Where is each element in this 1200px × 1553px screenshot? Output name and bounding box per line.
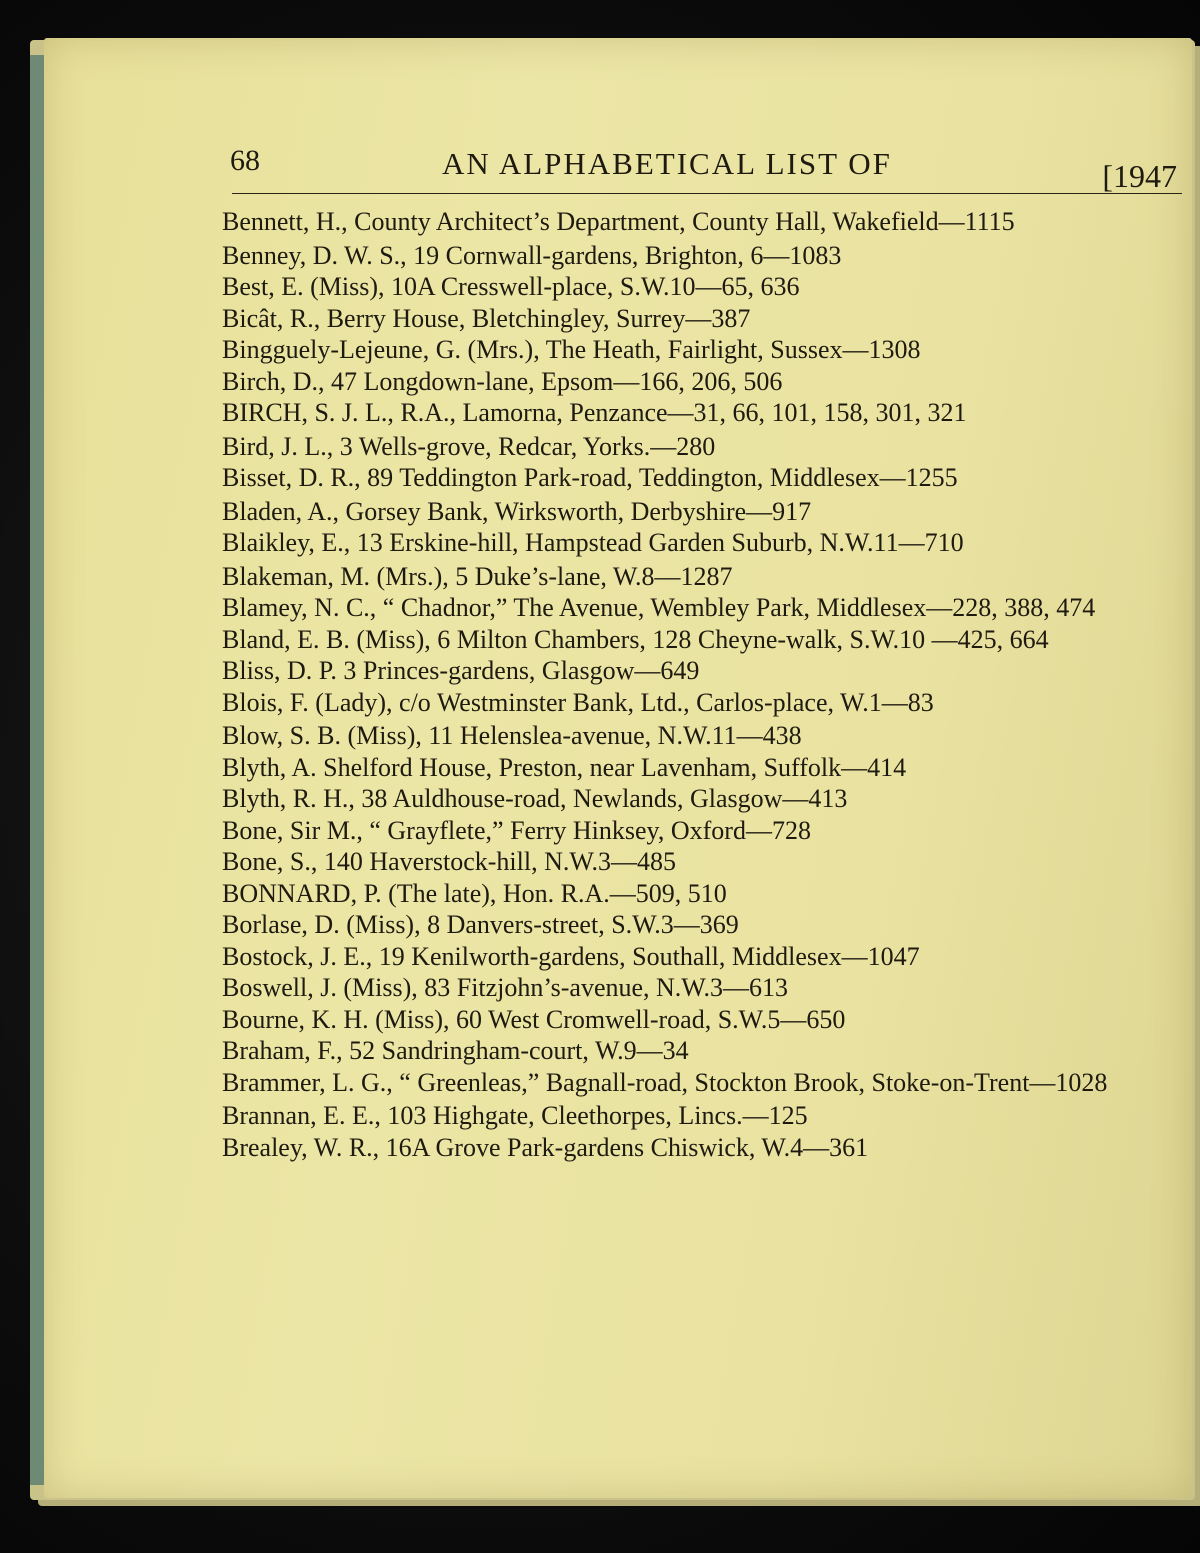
list-entry: Bennett, H., County Architect’s Department, County Hall, Wakefield—1115 (222, 207, 1015, 236)
header-rule (232, 193, 1182, 194)
list-entry: Bland, E. B. (Miss), 6 Milton Chambers, 128 Cheyne-walk, S.W.10 —425, 664 (222, 624, 1049, 654)
list-entry: Brannan, E. E., 103 Highgate, Cleethorpes, Lincs.—125 (222, 1101, 808, 1130)
list-entry: Birch, D., 47 Longdown-lane, Epsom—166, 206, 506 (222, 366, 783, 396)
list-entry: Bisset, D. R., 89 Teddington Park-road, Teddington, Middlesex—1255 (222, 463, 958, 492)
list-entry: Bostock, J. E., 19 Kenilworth-gardens, Southall, Middlesex—1047 (222, 941, 920, 971)
year-marker: [1947 (1102, 158, 1177, 194)
list-entry: Borlase, D. (Miss), 8 Danvers-street, S.W.3—369 (222, 910, 739, 939)
list-entry: Bliss, D. P. 3 Princes-gardens, Glasgow—649 (222, 656, 700, 685)
list-entry: Bone, Sir M., “ Grayflete,” Ferry Hinksey, Oxford—728 (222, 815, 811, 845)
list-entry: Blois, F. (Lady), c/o Westminster Bank, Ltd., Carlos-place, W.1—83 (222, 687, 934, 717)
list-entry: BONNARD, P. (The late), Hon. R.A.—509, 510 (222, 878, 727, 908)
list-entry: Blakeman, M. (Mrs.), 5 Duke’s-lane, W.8—1287 (222, 561, 733, 591)
list-entry: Braham, F., 52 Sandringham-court, W.9—34 (222, 1036, 689, 1065)
page-header (230, 140, 1185, 194)
list-entry: Blamey, N. C., “ Chadnor,” The Avenue, Wembley Park, Middlesex—228, 388, 474 (222, 593, 1096, 622)
list-entry: Bourne, K. H. (Miss), 60 West Cromwell-road, S.W.5—650 (222, 1004, 846, 1034)
list-entry: Boswell, J. (Miss), 83 Fitzjohn’s-avenue, N.W.3—613 (222, 973, 788, 1002)
list-entry: Bone, S., 140 Haverstock-hill, N.W.3—485 (222, 847, 676, 876)
list-entry: Blow, S. B. (Miss), 11 Helenslea-avenue, N.W.11—438 (222, 721, 802, 750)
page-number: 68 (230, 144, 260, 177)
list-entry: Blyth, R. H., 38 Auldhouse-road, Newlands, Glasgow—413 (222, 784, 848, 813)
list-entry: BIRCH, S. J. L., R.A., Lamorna, Penzance—31, 66, 101, 158, 301, 321 (222, 398, 967, 427)
list-entry: Brammer, L. G., “ Greenleas,” Bagnall-road, Stockton Brook, Stoke-on-Trent—1028 (222, 1067, 1108, 1097)
list-entry: Brealey, W. R., 16A Grove Park-gardens Chiswick, W.4—361 (222, 1132, 869, 1162)
book-cover-edge (30, 55, 44, 1485)
list-entry: Best, E. (Miss), 10A Cresswell-place, S.W.10—65, 636 (222, 272, 800, 301)
list-entry: Benney, D. W. S., 19 Cornwall-gardens, Brighton, 6—1083 (222, 240, 842, 270)
list-entry: Blaikley, E., 13 Erskine-hill, Hampstead Garden Suburb, N.W.11—710 (222, 528, 964, 557)
list-entry: Bingguely-Lejeune, G. (Mrs.), The Heath, Fairlight, Sussex—1308 (222, 335, 921, 364)
entry-list (222, 206, 1182, 1163)
list-entry: Bicât, R., Berry House, Bletchingley, Surrey—387 (222, 303, 751, 333)
list-entry: Blyth, A. Shelford House, Preston, near Lavenham, Suffolk—414 (222, 752, 907, 782)
list-entry: Bird, J. L., 3 Wells-grove, Redcar, Yorks.—280 (222, 431, 716, 461)
running-title: AN ALPHABETICAL LIST OF (442, 146, 892, 181)
list-entry: Bladen, A., Gorsey Bank, Wirksworth, Derbyshire—917 (222, 496, 812, 526)
